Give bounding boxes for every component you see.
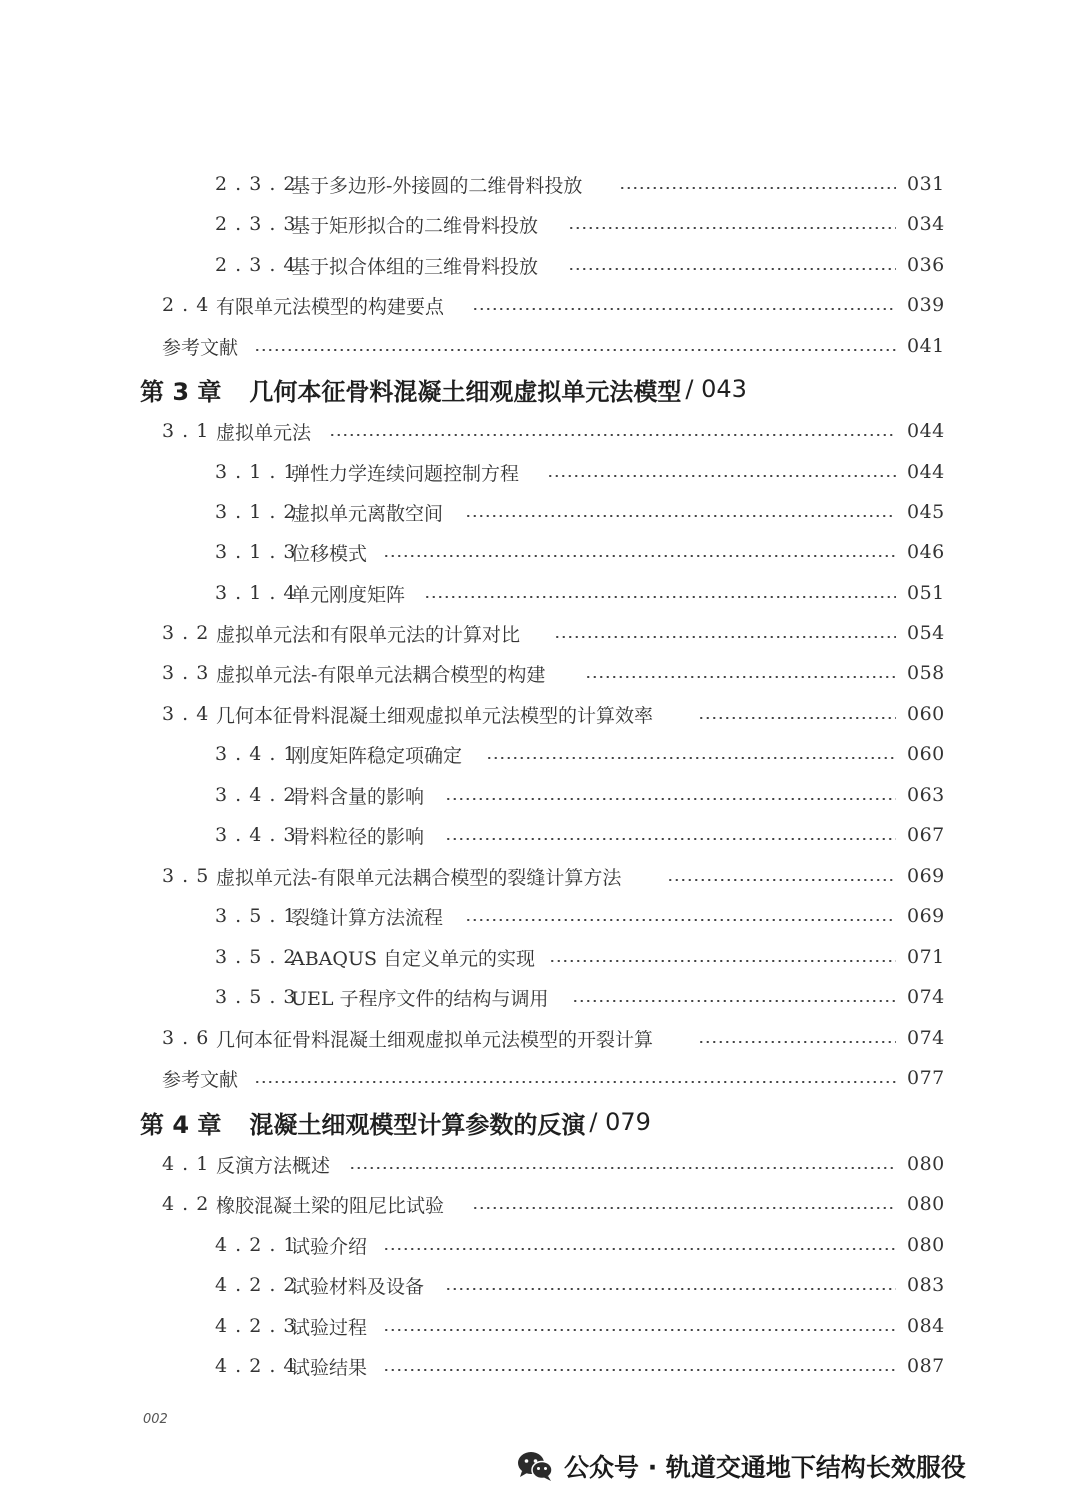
- toc-entry-page: 051: [907, 582, 945, 604]
- toc-leader-dots: [465, 919, 896, 921]
- toc-entry-title: 虚拟单元法: [216, 421, 312, 444]
- toc-entry-page: 074: [907, 986, 945, 1008]
- toc-entry-title: 骨料含量的影响: [291, 785, 425, 808]
- toc-entry-number: 3 . 1: [162, 420, 210, 442]
- toc-entry-title: UEL 子程序文件的结构与调用: [291, 987, 549, 1010]
- toc-entry-page: 058: [907, 662, 945, 684]
- toc-leader-dots: [568, 227, 897, 229]
- chapter-heading: [140, 367, 747, 411]
- toc-section-entry[interactable]: [0, 411, 1080, 451]
- toc-entry-page: 060: [907, 703, 945, 725]
- toc-subsection-entry[interactable]: [0, 245, 1080, 285]
- toc-entry-title: 单元刚度矩阵: [291, 583, 406, 606]
- toc-entry-number: 3 . 5 . 1: [215, 905, 297, 927]
- toc-leader-dots: [472, 1207, 896, 1209]
- toc-entry-page: 074: [907, 1027, 945, 1049]
- toc-entry-title: 弹性力学连续问题控制方程: [291, 462, 520, 485]
- toc-entry-number: 3 . 4 . 1: [215, 743, 297, 765]
- toc-entry-page: 046: [907, 541, 945, 563]
- toc-entry-title: 骨料粒径的影响: [291, 825, 425, 848]
- toc-entry-title: 基于矩形拟合的二维骨料投放: [291, 214, 539, 237]
- toc-entry-title: 参考文献: [162, 1068, 239, 1091]
- toc-entry-page: 044: [907, 420, 945, 442]
- toc-leader-dots: [254, 349, 896, 351]
- toc-entry-page: 034: [907, 213, 945, 235]
- toc-entry-number: 4 . 2: [162, 1193, 210, 1215]
- toc-subsection-entry[interactable]: [0, 1225, 1080, 1265]
- toc-entry-title: 位移模式: [291, 542, 368, 565]
- toc-section-entry[interactable]: [0, 1018, 1080, 1058]
- toc-leader-dots: [383, 1329, 896, 1331]
- toc-entry-page: 080: [907, 1153, 945, 1175]
- toc-entry-number: 3 . 5: [162, 865, 210, 887]
- toc-entry-title: ABAQUS 自定义单元的实现: [291, 947, 536, 970]
- toc-entry-title: 参考文献: [162, 336, 239, 359]
- toc-entry-title: 反演方法概述: [216, 1154, 331, 1177]
- toc-subsection-entry[interactable]: [0, 1265, 1080, 1305]
- page-number: 002: [143, 1412, 168, 1427]
- toc-entry-page: 039: [907, 294, 945, 316]
- toc-entry-number: 3 . 5 . 3: [215, 986, 297, 1008]
- toc-entry-number: 2 . 3 . 2: [215, 173, 297, 195]
- toc-subsection-entry[interactable]: [0, 734, 1080, 774]
- toc-entry-page: 031: [907, 173, 945, 195]
- toc-subsection-entry[interactable]: [0, 492, 1080, 532]
- toc-leader-dots: [698, 717, 897, 719]
- toc-subsection-entry[interactable]: [0, 164, 1080, 204]
- toc-entry-number: 4 . 1: [162, 1153, 210, 1175]
- toc-entry-number: 3 . 1 . 4: [215, 582, 297, 604]
- chapter-number: 第 3 章: [140, 377, 222, 406]
- toc-leader-dots: [667, 879, 897, 881]
- toc-leader-dots: [383, 555, 896, 557]
- footer-text: 公众号 · 轨道交通地下结构长效服役: [564, 1453, 966, 1482]
- toc-entry-number: 3 . 1 . 2: [215, 501, 297, 523]
- toc-entry-page: 044: [907, 461, 945, 483]
- footer-watermark: [516, 1448, 966, 1484]
- toc-leader-dots: [445, 798, 897, 800]
- toc-section-entry[interactable]: [0, 613, 1080, 653]
- toc-leader-dots: [329, 434, 897, 436]
- toc-entry-title: 裂缝计算方法流程: [291, 906, 444, 929]
- toc-entry-title: 试验介绍: [291, 1235, 368, 1258]
- toc-leader-dots: [549, 960, 896, 962]
- toc-entry-page: 054: [907, 622, 945, 644]
- toc-references-entry[interactable]: [0, 326, 1080, 366]
- toc-entry-number: 4 . 2 . 4: [215, 1355, 297, 1377]
- toc-subsection-entry[interactable]: [0, 1306, 1080, 1346]
- toc-leader-dots: [472, 308, 896, 310]
- toc-leader-dots: [383, 1369, 896, 1371]
- toc-entry-page: 036: [907, 254, 945, 276]
- toc-leader-dots: [445, 838, 897, 840]
- toc-entry-page: 069: [907, 865, 945, 887]
- toc-entry-page: 063: [907, 784, 945, 806]
- toc-entry-page: 045: [907, 501, 945, 523]
- toc-leader-dots: [619, 187, 897, 189]
- toc-subsection-entry[interactable]: [0, 452, 1080, 492]
- toc-leader-dots: [698, 1041, 897, 1043]
- toc-entry-number: 3 . 4 . 2: [215, 784, 297, 806]
- toc-section-entry[interactable]: [0, 1144, 1080, 1184]
- toc-leader-dots: [465, 515, 896, 517]
- chapter-title: 几何本征骨料混凝土细观虚拟单元法模型: [249, 377, 682, 406]
- toc-entry-page: 041: [907, 335, 945, 357]
- toc-subsection-entry[interactable]: [0, 1346, 1080, 1386]
- toc-entry-number: 3 . 1 . 1: [215, 461, 297, 483]
- chapter-page: / 043: [685, 375, 747, 403]
- toc-entry-number: 2 . 4: [162, 294, 210, 316]
- toc-entry-page: 071: [907, 946, 945, 968]
- toc-entry-number: 3 . 3: [162, 662, 210, 684]
- toc-leader-dots: [547, 475, 896, 477]
- toc-entry-title: 刚度矩阵稳定项确定: [291, 744, 463, 767]
- toc-entry-number: 4 . 2 . 2: [215, 1274, 297, 1296]
- toc-entry-page: 067: [907, 824, 945, 846]
- toc-entry-page: 084: [907, 1315, 945, 1337]
- toc-entry-title: 基于拟合体组的三维骨料投放: [291, 255, 539, 278]
- chapter-heading: [140, 1100, 651, 1144]
- toc-entry-title: 虚拟单元法和有限单元法的计算对比: [216, 623, 521, 646]
- toc-leader-dots: [585, 676, 897, 678]
- toc-entry-title: 虚拟单元离散空间: [291, 502, 444, 525]
- toc-entry-number: 3 . 5 . 2: [215, 946, 297, 968]
- toc-section-entry[interactable]: [0, 856, 1080, 896]
- toc-entry-number: 3 . 6: [162, 1027, 210, 1049]
- toc-entry-number: 3 . 1 . 3: [215, 541, 297, 563]
- toc-section-entry[interactable]: [0, 1184, 1080, 1224]
- toc-entry-title: 虚拟单元法-有限单元法耦合模型的裂缝计算方法: [216, 866, 622, 889]
- toc-entry-title: 有限单元法模型的构建要点: [216, 295, 445, 318]
- toc-entry-page: 077: [907, 1067, 945, 1089]
- toc-entry-title: 试验过程: [291, 1316, 368, 1339]
- toc-entry-number: 2 . 3 . 4: [215, 254, 297, 276]
- toc-leader-dots: [486, 757, 897, 759]
- toc-entry-title: 橡胶混凝土梁的阻尼比试验: [216, 1194, 445, 1217]
- chapter-page: / 079: [589, 1108, 651, 1136]
- chapter-title: 混凝土细观模型计算参数的反演: [249, 1110, 586, 1139]
- chapter-number: 第 4 章: [140, 1110, 222, 1139]
- toc-leader-dots: [568, 268, 897, 270]
- toc-section-entry[interactable]: [0, 694, 1080, 734]
- toc-entry-page: 080: [907, 1193, 945, 1215]
- toc-subsection-entry[interactable]: [0, 977, 1080, 1017]
- toc-leader-dots: [349, 1167, 896, 1169]
- toc-entry-page: 087: [907, 1355, 945, 1377]
- toc-subsection-entry[interactable]: [0, 573, 1080, 613]
- toc-references-entry[interactable]: [0, 1058, 1080, 1098]
- toc-leader-dots: [424, 596, 896, 598]
- toc-entry-title: 试验结果: [291, 1356, 368, 1379]
- toc-entry-number: 3 . 4 . 3: [215, 824, 297, 846]
- toc-subsection-entry[interactable]: [0, 896, 1080, 936]
- toc-section-entry[interactable]: [0, 285, 1080, 325]
- toc-entry-title: 虚拟单元法-有限单元法耦合模型的构建: [216, 663, 546, 686]
- toc-subsection-entry[interactable]: [0, 775, 1080, 815]
- toc-entry-title: 几何本征骨料混凝土细观虚拟单元法模型的计算效率: [216, 704, 654, 727]
- toc-entry-number: 4 . 2 . 3: [215, 1315, 297, 1337]
- toc-subsection-entry[interactable]: [0, 815, 1080, 855]
- toc-section-entry[interactable]: [0, 653, 1080, 693]
- wechat-icon: [516, 1450, 554, 1482]
- toc-subsection-entry[interactable]: [0, 204, 1080, 244]
- toc-subsection-entry[interactable]: [0, 937, 1080, 977]
- toc-entry-page: 060: [907, 743, 945, 765]
- toc-leader-dots: [572, 1000, 897, 1002]
- toc-entry-number: 3 . 4: [162, 703, 210, 725]
- toc-entry-number: 4 . 2 . 1: [215, 1234, 297, 1256]
- toc-entry-title: 试验材料及设备: [291, 1275, 425, 1298]
- toc-subsection-entry[interactable]: [0, 532, 1080, 572]
- toc-leader-dots: [554, 636, 896, 638]
- toc-entry-title: 几何本征骨料混凝土细观虚拟单元法模型的开裂计算: [216, 1028, 654, 1051]
- toc-entry-page: 069: [907, 905, 945, 927]
- toc-entry-number: 3 . 2: [162, 622, 210, 644]
- toc-entry-page: 080: [907, 1234, 945, 1256]
- toc-entry-page: 083: [907, 1274, 945, 1296]
- toc-leader-dots: [383, 1248, 896, 1250]
- toc-leader-dots: [445, 1288, 897, 1290]
- toc-entry-number: 2 . 3 . 3: [215, 213, 297, 235]
- toc-leader-dots: [254, 1081, 896, 1083]
- toc-entry-title: 基于多边形-外接圆的二维骨料投放: [291, 174, 583, 197]
